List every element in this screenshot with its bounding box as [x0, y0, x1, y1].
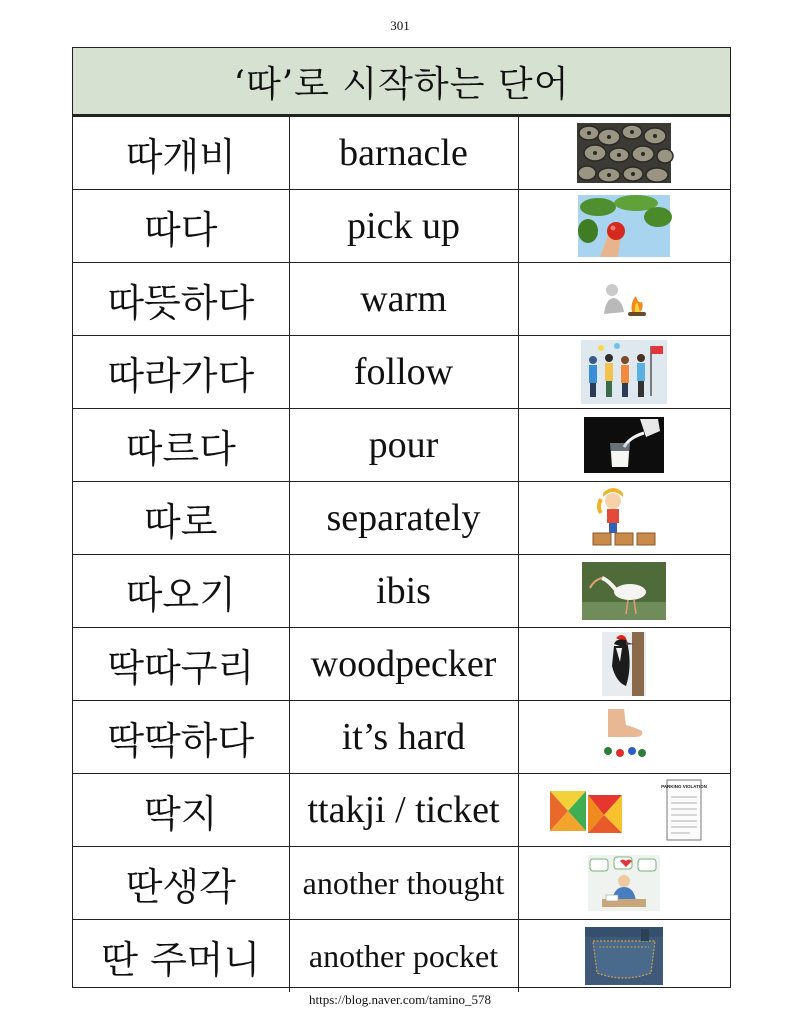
page-number: 301 — [390, 18, 410, 33]
english-word: it’s hard — [341, 716, 466, 758]
table-row — [73, 628, 730, 701]
english-word: woodpecker — [310, 643, 497, 685]
table-row — [73, 117, 730, 190]
person-by-campfire-icon — [594, 274, 654, 324]
english-word: ttakji / ticket — [307, 789, 500, 831]
english-word: separately — [326, 497, 481, 539]
ttakji-folded-paper-photo — [546, 781, 626, 839]
table-row — [73, 774, 730, 847]
woodpecker-photo — [602, 632, 646, 696]
foot-on-hard-bead-photo — [594, 707, 654, 767]
english-word: follow — [353, 351, 454, 393]
korean-word: 따개비 — [125, 134, 236, 179]
jeans-pocket-photo — [585, 927, 663, 985]
korean-word: 딱따구리 — [107, 645, 255, 690]
korean-word: 딴생각 — [125, 864, 236, 909]
parking-ticket-icon — [661, 779, 708, 841]
english-word: warm — [360, 278, 447, 320]
english-word: another thought — [302, 864, 505, 901]
korean-word: 따오기 — [125, 572, 236, 617]
hand-picking-apple-photo — [578, 195, 670, 257]
table-row — [73, 409, 730, 482]
table-row — [73, 701, 730, 774]
table-row — [73, 555, 730, 628]
ibis-bird-photo — [582, 562, 666, 620]
korean-word: 딱딱하다 — [107, 718, 255, 763]
table-row — [73, 263, 730, 336]
people-following-flag-illustration — [581, 340, 667, 404]
korean-word: 따로 — [144, 499, 218, 544]
daydreaming-man-illustration — [588, 855, 660, 911]
korean-word: 딱지 — [144, 791, 218, 836]
english-word: barnacle — [339, 132, 468, 174]
page-title: ‘따’로 시작하는 단어 — [73, 48, 730, 117]
vocabulary-table — [73, 117, 730, 992]
ticket-heading: PARKING VIOLATION — [661, 784, 708, 789]
vocabulary-sheet — [72, 47, 731, 988]
girl-sorting-boxes-illustration — [589, 487, 659, 549]
english-word: ibis — [376, 570, 431, 612]
english-word: pour — [368, 424, 439, 466]
table-row — [73, 920, 730, 993]
korean-word: 따라가다 — [107, 353, 255, 398]
pouring-milk-photo — [584, 417, 664, 473]
table-row — [73, 336, 730, 409]
table-row — [73, 482, 730, 555]
korean-word: 따뜻하다 — [107, 280, 255, 325]
korean-word: 따르다 — [125, 426, 236, 471]
english-word: pick up — [347, 205, 460, 247]
table-row — [73, 847, 730, 920]
korean-word: 따다 — [144, 207, 218, 252]
english-word: another pocket — [308, 937, 499, 974]
table-row — [73, 190, 730, 263]
korean-word: 딴 주머니 — [101, 937, 261, 982]
barnacles-photo — [577, 123, 671, 183]
source-url: https://blog.naver.com/tamino_578 — [309, 992, 491, 1007]
